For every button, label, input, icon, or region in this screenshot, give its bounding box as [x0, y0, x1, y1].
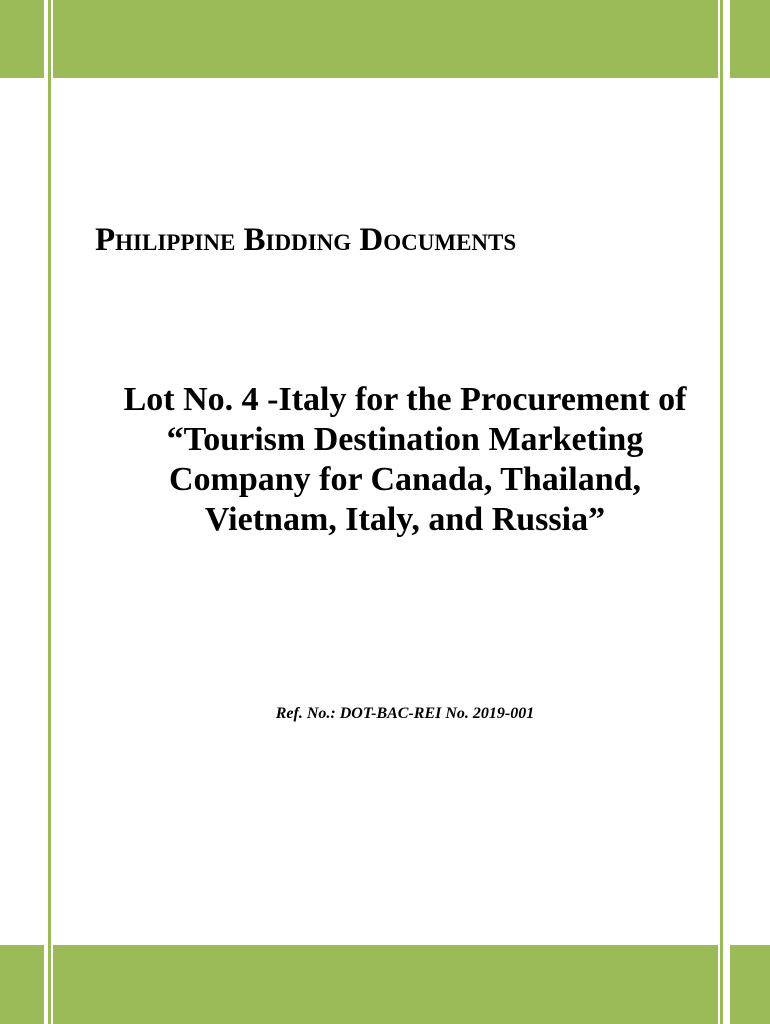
reference-number: Ref. No.: DOT-BAC-REI No. 2019-001 — [275, 705, 535, 722]
top-border-band — [53, 0, 718, 78]
bottom-border-band — [53, 945, 718, 1024]
project-title — [90, 380, 720, 540]
project-title-line: Vietnam, Italy, and Russia” — [204, 501, 606, 538]
project-title-line: Company for Canada, Thailand, — [168, 461, 642, 498]
document-type-heading: Philippine Bidding Documents — [95, 222, 517, 258]
right-border-rule — [720, 0, 723, 1024]
bottom-left-border-block — [0, 945, 44, 1024]
project-title-line: “Tourism Destination Marketing — [166, 421, 644, 458]
left-border-gap — [44, 0, 46, 1024]
right-border-gap — [726, 0, 728, 1024]
top-left-border-block — [0, 0, 44, 78]
left-border-rule — [48, 0, 51, 1024]
project-title-line: Lot No. 4 -Italy for the Procurement of — [123, 381, 687, 418]
top-right-border-block — [730, 0, 770, 78]
bottom-right-border-block — [730, 945, 770, 1024]
